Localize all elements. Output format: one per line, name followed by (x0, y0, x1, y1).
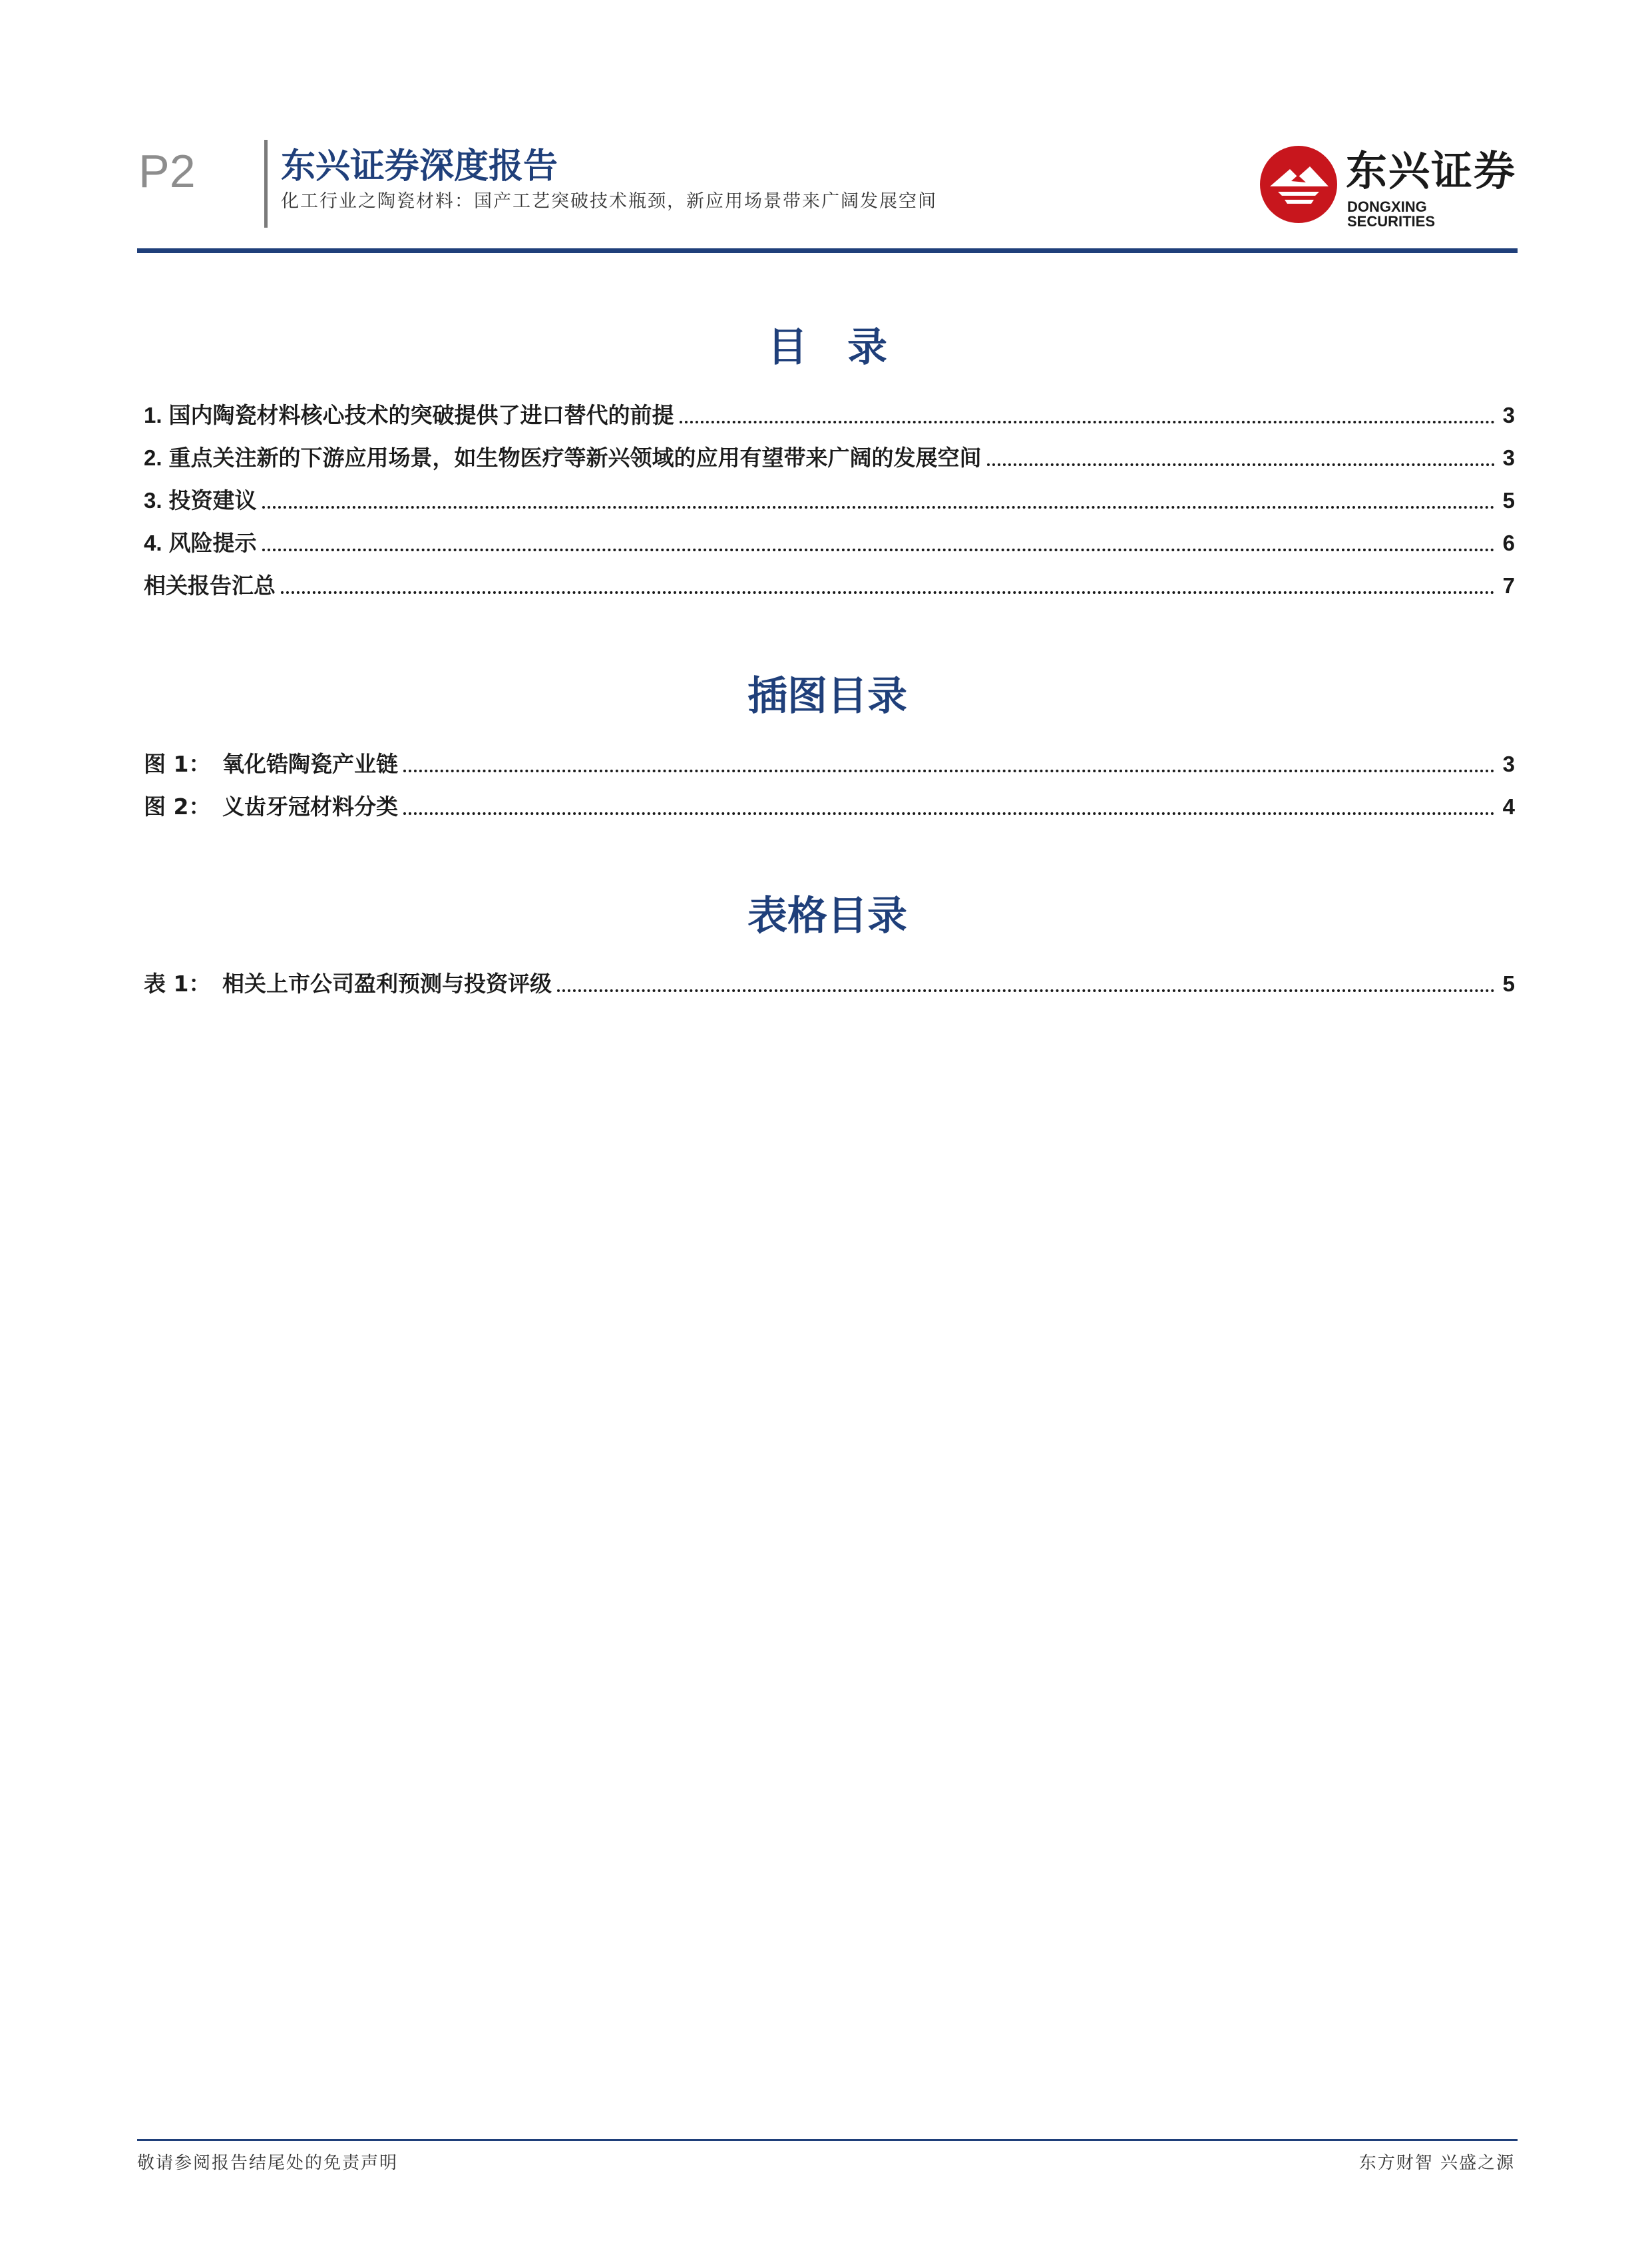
table-entry-page: 5 (1502, 971, 1515, 996)
toc-entry-number: 4. (144, 531, 162, 555)
logo-text-cn: 东兴证券 (1346, 146, 1517, 195)
toc-entry-number: 2. (144, 445, 162, 470)
toc-entry-label: 重点关注新的下游应用场景，如生物医疗等新兴领域的应用有望带来广阔的发展空间 (168, 445, 982, 471)
figure-entry-label: 义齿牙冠材料分类 (222, 794, 398, 820)
report-series-title: 东兴证券深度报告 (281, 146, 558, 186)
company-slogan: 东方财智 兴盛之源 (1358, 2153, 1515, 2173)
figure-entry-label: 氧化锆陶瓷产业链 (222, 751, 398, 777)
figure-entry-number: 图 2： (144, 794, 211, 820)
toc-entry-page: 6 (1502, 531, 1515, 555)
toc-entry-page: 7 (1502, 573, 1515, 598)
figure-entry-page: 4 (1502, 794, 1515, 819)
figure-entry-number: 图 1： (144, 751, 211, 777)
figure-entry-page: 3 (1502, 752, 1515, 776)
toc-title: 目 录 (767, 324, 887, 371)
dot-leader (281, 589, 1495, 594)
logo-text-en: DONGXING SECURITIES (1347, 198, 1436, 230)
page-number: P2 (138, 145, 196, 197)
dot-leader (403, 768, 1495, 772)
dot-leader (262, 504, 1495, 509)
toc-entry-label: 投资建议 (168, 487, 257, 513)
table-entry[interactable] (144, 968, 1515, 995)
report-subtitle: 化工行业之陶瓷材料：国产工艺突破技术瓶颈，新应用场景带来广阔发展空间 (281, 191, 937, 212)
toc-entry-number: 1. (144, 403, 162, 427)
toc-entry-number: 3. (144, 488, 162, 513)
tables-title: 表格目录 (747, 893, 907, 939)
disclaimer-notice: 敬请参阅报告结尾处的免责声明 (137, 2153, 399, 2173)
dot-leader (403, 810, 1495, 815)
toc-entry[interactable] (144, 570, 1515, 597)
toc-entry[interactable] (144, 527, 1515, 554)
header-divider (264, 140, 268, 228)
dot-leader (987, 461, 1495, 466)
toc-entry[interactable] (144, 485, 1515, 511)
dot-leader (557, 987, 1495, 992)
toc-entry[interactable] (144, 399, 1515, 426)
figure-entry[interactable] (144, 791, 1515, 818)
table-entry-label: 相关上市公司盈利预测与投资评级 (222, 971, 552, 997)
toc-entry-page: 5 (1502, 488, 1515, 513)
figure-entry[interactable] (144, 748, 1515, 775)
toc-entry-label: 国内陶瓷材料核心技术的突破提供了进口替代的前提 (168, 402, 674, 428)
dot-leader (262, 547, 1495, 551)
toc-entry-label: 风险提示 (168, 530, 257, 556)
figures-title: 插图目录 (747, 673, 907, 720)
toc-entry-page: 3 (1502, 445, 1515, 470)
company-logo (1258, 141, 1518, 228)
toc-entry-page: 3 (1502, 403, 1515, 427)
dot-leader (680, 419, 1495, 423)
logo-mark-icon (1258, 144, 1339, 225)
footer-rule (137, 2139, 1518, 2141)
toc-entry-label: 相关报告汇总 (144, 573, 276, 599)
table-entry-number: 表 1： (144, 971, 211, 997)
header-rule (137, 248, 1518, 253)
toc-entry[interactable] (144, 442, 1515, 469)
